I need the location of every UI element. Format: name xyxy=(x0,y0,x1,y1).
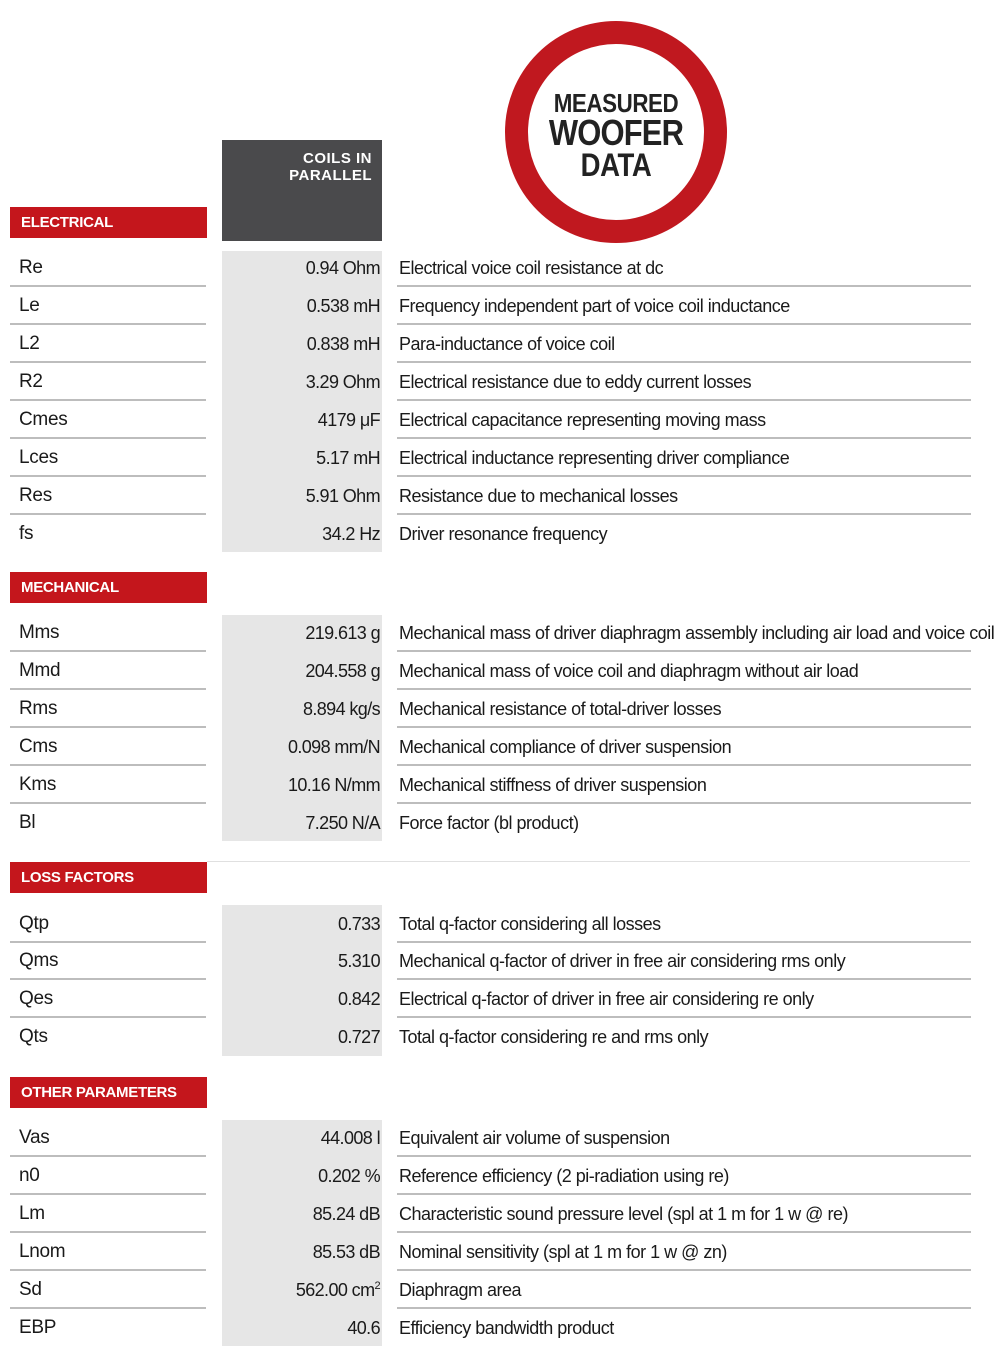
table-row xyxy=(0,766,1000,804)
table-row xyxy=(0,942,1000,980)
table-row xyxy=(0,1271,1000,1309)
parameter-description: Driver resonance frequency xyxy=(399,524,608,544)
section-electrical-parameters: ELECTRICAL PARAMETERS xyxy=(10,207,207,238)
table-row xyxy=(0,614,1000,652)
table-row xyxy=(0,477,1000,515)
parameter-description: Diaphragm area xyxy=(399,1280,522,1300)
parameter-symbol: L2 xyxy=(19,333,40,354)
parameter-symbol: Vas xyxy=(19,1127,50,1148)
parameter-symbol: Re xyxy=(19,257,43,278)
table-row xyxy=(0,1157,1000,1195)
parameter-value: 0.727 xyxy=(337,1027,380,1047)
parameter-value: 5.17 mH xyxy=(316,448,380,468)
table-row xyxy=(0,439,1000,477)
parameter-description: Force factor (bl product) xyxy=(399,813,579,833)
table-row xyxy=(0,980,1000,1018)
badge-line-measured: MEASURED xyxy=(553,88,679,118)
parameter-value: 44.008 l xyxy=(320,1128,380,1148)
parameter-value: 0.94 Ohm xyxy=(305,258,380,278)
parameter-value: 85.53 dB xyxy=(312,1242,380,1262)
parameter-symbol: EBP xyxy=(19,1317,57,1338)
parameter-value: 40.6 xyxy=(347,1318,380,1338)
section-loss-factors: LOSS FACTORS xyxy=(10,862,207,893)
parameter-description: Mechanical resistance of total-driver losses xyxy=(399,699,722,719)
parameter-symbol: Kms xyxy=(19,774,57,795)
parameter-value: 204.558 g xyxy=(305,661,380,681)
column-header-line1: COILS IN xyxy=(302,150,372,167)
table-row xyxy=(0,905,1000,943)
parameter-description: Total q-factor considering all losses xyxy=(399,914,661,934)
parameter-symbol: Cmes xyxy=(19,409,68,430)
parameter-description: Equivalent air volume of suspension xyxy=(399,1128,670,1148)
parameter-description: Mechanical mass of driver diaphragm assembly including air load and voice coil xyxy=(399,623,995,643)
table-row xyxy=(0,1195,1000,1233)
parameter-value: 0.538 mH xyxy=(306,296,380,316)
parameter-description: Total q-factor considering re and rms only xyxy=(399,1027,709,1047)
parameter-symbol: Bl xyxy=(19,812,36,833)
badge-line-data: DATA xyxy=(580,147,652,183)
parameter-symbol: n0 xyxy=(19,1165,40,1186)
parameter-description: Electrical voice coil resistance at dc xyxy=(399,258,664,278)
parameter-description: Characteristic sound pressure level (spl at 1 m for 1 w @ re) xyxy=(399,1204,848,1224)
table-row xyxy=(0,325,1000,363)
parameter-symbol: Qts xyxy=(19,1026,48,1047)
value-superscript: 2 xyxy=(374,1280,380,1292)
parameter-description: Frequency independent part of voice coil inductance xyxy=(399,296,790,316)
parameter-description: Efficiency bandwidth product xyxy=(399,1318,614,1338)
parameter-value: 0.733 xyxy=(337,914,380,934)
table-row xyxy=(0,804,1000,842)
parameter-symbol: fs xyxy=(19,523,34,544)
table-row xyxy=(0,363,1000,401)
value-text: 562.00 cm xyxy=(295,1280,375,1300)
section-mechanical-parameters: MECHANICAL PARAMETERS xyxy=(10,572,207,603)
measured-woofer-data-badge xyxy=(505,21,727,243)
section-other-parameters: OTHER PARAMETERS xyxy=(10,1077,207,1108)
column-header-line2: PARALLEL xyxy=(289,167,372,184)
parameter-symbol: R2 xyxy=(19,371,43,392)
parameter-value: 5.310 xyxy=(337,951,380,971)
coils-in-parallel-header xyxy=(222,140,382,241)
parameter-symbol: Cms xyxy=(19,736,58,757)
parameter-symbol: Mms xyxy=(19,622,60,643)
parameter-description: Para-inductance of voice coil xyxy=(399,334,615,354)
parameter-value: 0.202 % xyxy=(318,1166,380,1186)
parameter-description: Mechanical mass of voice coil and diaphragm without air load xyxy=(399,661,859,681)
table-row xyxy=(0,401,1000,439)
parameter-description: Resistance due to mechanical losses xyxy=(399,486,678,506)
parameter-value: 10.16 N/mm xyxy=(287,775,380,795)
parameter-symbol: Qms xyxy=(19,950,59,971)
parameter-value: 4179 μF xyxy=(317,410,380,430)
parameter-value: 85.24 dB xyxy=(312,1204,380,1224)
parameter-description: Electrical q-factor of driver in free air considering re only xyxy=(399,989,814,1009)
parameter-description: Reference efficiency (2 pi-radiation using re) xyxy=(399,1166,729,1186)
parameter-value: 5.91 Ohm xyxy=(305,486,380,506)
parameter-description: Mechanical q-factor of driver in free air considering rms only xyxy=(399,951,846,971)
table-row xyxy=(0,1018,1000,1056)
parameter-value: 3.29 Ohm xyxy=(305,372,380,392)
table-row xyxy=(0,690,1000,728)
parameter-value: 0.842 xyxy=(337,989,380,1009)
parameter-value: 0.098 mm/N xyxy=(287,737,380,757)
table-row xyxy=(0,1233,1000,1271)
parameter-description: Mechanical stiffness of driver suspension xyxy=(399,775,707,795)
table-row xyxy=(0,515,1000,553)
parameter-value: 7.250 N/A xyxy=(305,813,380,833)
parameter-description: Electrical capacitance representing moving mass xyxy=(399,410,766,430)
parameter-symbol: Lnom xyxy=(19,1241,66,1262)
parameter-symbol: Qtp xyxy=(19,913,49,934)
parameter-symbol: Rms xyxy=(19,698,58,719)
table-row xyxy=(0,249,1000,287)
table-row xyxy=(0,1119,1000,1157)
table-row xyxy=(0,287,1000,325)
parameter-symbol: Sd xyxy=(19,1279,42,1300)
parameter-value: 34.2 Hz xyxy=(322,524,380,544)
parameter-symbol: Lces xyxy=(19,447,58,468)
parameter-value: 8.894 kg/s xyxy=(302,699,380,719)
parameter-symbol: Le xyxy=(19,295,40,316)
parameter-value: 0.838 mH xyxy=(306,334,380,354)
parameter-description: Electrical inductance representing driver compliance xyxy=(399,448,790,468)
parameter-symbol: Qes xyxy=(19,988,53,1009)
section-divider xyxy=(207,861,970,862)
table-row xyxy=(0,728,1000,766)
parameter-symbol: Res xyxy=(19,485,52,506)
parameter-description: Nominal sensitivity (spl at 1 m for 1 w @ zn) xyxy=(399,1242,727,1262)
table-row xyxy=(0,652,1000,690)
badge-line-woofer: WOOFER xyxy=(548,112,684,153)
parameter-description: Electrical resistance due to eddy current losses xyxy=(399,372,752,392)
parameter-value: 219.613 g xyxy=(305,623,380,643)
parameter-symbol: Lm xyxy=(19,1203,45,1224)
parameter-value xyxy=(222,1271,382,1309)
parameter-description: Mechanical compliance of driver suspension xyxy=(399,737,732,757)
parameter-symbol: Mmd xyxy=(19,660,61,681)
table-row xyxy=(0,1309,1000,1347)
